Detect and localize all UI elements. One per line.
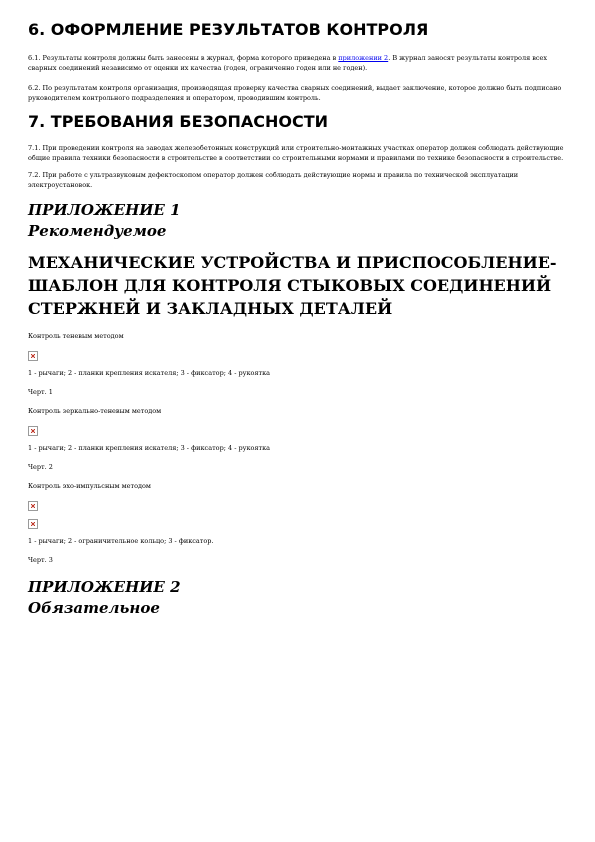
broken-image-icon — [28, 501, 38, 511]
figure-2-legend: 1 - рычаги; 2 - планки крепления искателя; 3 - фиксатор; 4 - рукоятка — [28, 444, 271, 452]
figure-1-caption: Контроль теневым методом — [28, 332, 124, 340]
broken-image-icon — [28, 351, 38, 361]
document-page — [28, 20, 568, 619]
section-7-paragraph-1: 7.1. При проведении контроля на заводах железобетонных конструкций или строительно-монтажных участках оператор должен соблюдать действующие общие правила техники безопасности в строительстве в соответствии со строительными нормами и правилами по технике безопасности в строительстве. — [28, 144, 564, 162]
broken-image-icon — [28, 519, 38, 529]
appendix-2-link[interactable]: приложении 2 — [338, 54, 389, 62]
section-6-paragraph-1: 6.1. Результаты контроля должны быть занесены в журнал, форма которого приведена в приложении 2. В журнал заносят результаты контроля всех сварных соединений независимо от оценки их качества (годен, ограниченно годен или не годен). — [28, 54, 548, 72]
appendix-2-subtitle: Обязательное — [28, 599, 160, 617]
figure-1-legend: 1 - рычаги; 2 - планки крепления искателя; 3 - фиксатор; 4 - рукоятка — [28, 369, 271, 377]
appendix-1-subtitle: Рекомендуемое — [28, 222, 167, 240]
broken-image-icon — [28, 426, 38, 436]
figure-3-label: Черт. 3 — [28, 556, 53, 564]
figure-3-legend: 1 - рычаги; 2 - ограничительное кольцо; 3 - фиксатор. — [28, 537, 214, 545]
figure-3-caption: Контроль эхо-импульсным методом — [28, 482, 151, 490]
section-7-title: 7. ТРЕБОВАНИЯ БЕЗОПАСНОСТИ — [28, 112, 329, 131]
appendix-1-heading: МЕХАНИЧЕСКИЕ УСТРОЙСТВА И ПРИСПОСОБЛЕНИЕ-ШАБЛОН ДЛЯ КОНТРОЛЯ СТЫКОВЫХ СОЕДИНЕНИЙ СТЕРЖНЕЙ И ЗАКЛАДНЫХ ДЕТАЛЕЙ — [28, 253, 557, 318]
section-6-paragraph-2: 6.2. По результатам контроля организация, производящая проверку качества сварных соединений, выдает заключение, которое должно быть подписано руководителем контрольного подразделения и оператором, проводившим контроль. — [28, 84, 562, 102]
figure-2-caption: Контроль зеркально-теневым методом — [28, 407, 162, 415]
appendix-2-title: ПРИЛОЖЕНИЕ 2 — [28, 578, 181, 596]
section-6-title: 6. ОФОРМЛЕНИЕ РЕЗУЛЬТАТОВ КОНТРОЛЯ — [28, 20, 429, 39]
figure-2-label: Черт. 2 — [28, 463, 53, 471]
section-7-paragraph-2: 7.2. При работе с ультразвуковым дефектоскопом оператор должен соблюдать действующие нормы и правила по технической эксплуатации электроустановок. — [28, 171, 519, 189]
appendix-1-title: ПРИЛОЖЕНИЕ 1 — [28, 201, 181, 219]
figure-1-label: Черт. 1 — [28, 388, 53, 396]
